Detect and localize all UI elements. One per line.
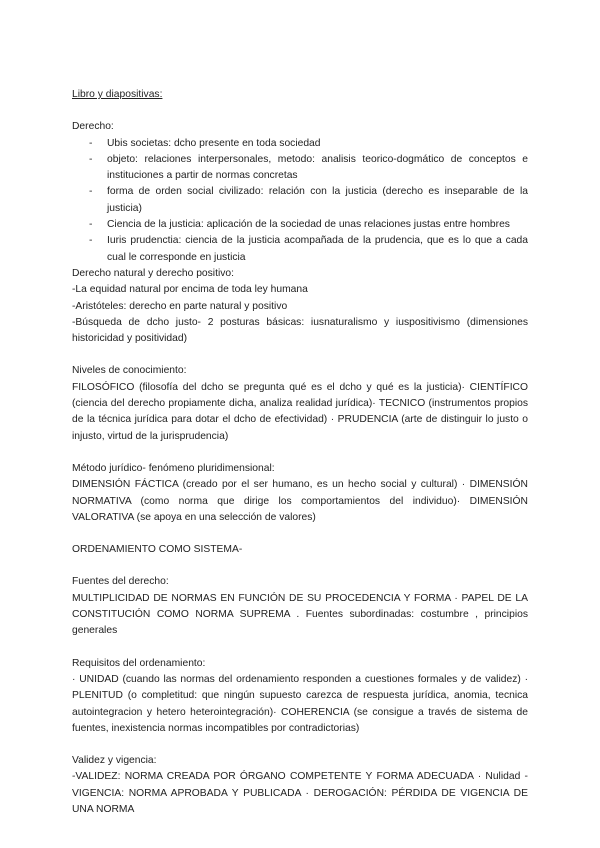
list-item: - Iuris prudenctia: ciencia de la justicia acompañada de la prudencia, que es lo que a cada cual le corresponde en justicia	[89, 235, 528, 263]
list-item: - forma de orden social civilizado: relación con la justicia (derecho es inseparable de la justicia)	[89, 186, 528, 214]
section-heading-fuentes: Fuentes del derecho:	[72, 576, 169, 588]
paragraph-validez: -VALIDEZ: NORMA CREADA POR ÓRGANO COMPETENTE Y FORMA ADECUADA · Nulidad -VIGENCIA: NORMA APROBADA Y PUBLICADA · DEROGACIÓN: PÉRDIDA DE VIGENCIA DE UNA NORMA	[72, 771, 528, 815]
derecho-list	[72, 136, 528, 266]
section-heading-niveles: Niveles de conocimiento:	[72, 365, 187, 377]
section-heading-derecho: Derecho:	[72, 121, 114, 133]
section-heading-natural: Derecho natural y derecho positivo:	[72, 267, 234, 279]
section-heading-ordenamiento: ORDENAMIENTO COMO SISTEMA-	[72, 544, 243, 556]
list-item: - Ciencia de la justicia: aplicación de la sociedad de unas relaciones justas entre hombres	[89, 219, 510, 231]
text-line: -La equidad natural por encima de toda ley humana	[72, 284, 308, 296]
paragraph-niveles: FILOSÓFICO (filosofía del dcho se pregunta qué es el dcho y qué es la justicia)· CIENTÍFICO (ciencia del derecho propiamente dicha, analiza realidad jurídica)· TECNICO (instrumentos propios de la técnica jurídica para dotar el dcho de efectividad) · PRUDENCIA (arte de distinguir lo justo o injusto, virtud de la jurisprudencia)	[72, 381, 528, 442]
paragraph-fuentes: MULTIPLICIDAD DE NORMAS EN FUNCIÓN DE SU PROCEDENCIA Y FORMA · PAPEL DE LA CONSTITUCIÓN COMO NORMA SUPREMA . Fuentes subordinadas: costumbre , principios generales	[72, 592, 528, 637]
section-heading-requisitos: Requisitos del ordenamiento:	[72, 657, 206, 669]
paragraph-metodo: DIMENSIÓN FÁCTICA (creado por el ser humano, es un hecho social y cultural) · DIMENSIÓN NORMATIVA (como norma que dirige los comportamientos del individuo)· DIMENSIÓN VALORATIVA (se apoya en una selección de valores)	[72, 479, 528, 523]
document-title: Libro y diapositivas:	[72, 89, 163, 100]
list-item: - Ubis societas: dcho presente en toda sociedad	[89, 137, 321, 149]
text-line: -Búsqueda de dcho justo- 2 posturas básicas: iusnaturalismo y iuspositivismo (dimensiones historicidad y positividad)	[72, 316, 528, 345]
section-heading-metodo: Método jurídico- fenómeno pluridimensional:	[72, 462, 275, 474]
document-content	[72, 87, 528, 818]
section-heading-validez: Validez y vigencia:	[72, 755, 157, 767]
list-item: - objeto: relaciones interpersonales, metodo: analisis teorico-dogmático de conceptos e instituciones a partir de normas concretas	[89, 153, 528, 182]
paragraph-requisitos: · UNIDAD (cuando las normas del ordenamiento responden a cuestiones formales y de validez) · PLENITUD (o completitud: que ningún supuesto carezca de respuesta jurídica, anomia, tecnica autointegracion y hetero heterointegración)· COHERENCIA (se consigue a través de sistema de fuentes, inexistencia normas incompatibles por contradictorias)	[72, 673, 528, 734]
text-line: -Aristóteles: derecho en parte natural y positivo	[72, 300, 288, 312]
